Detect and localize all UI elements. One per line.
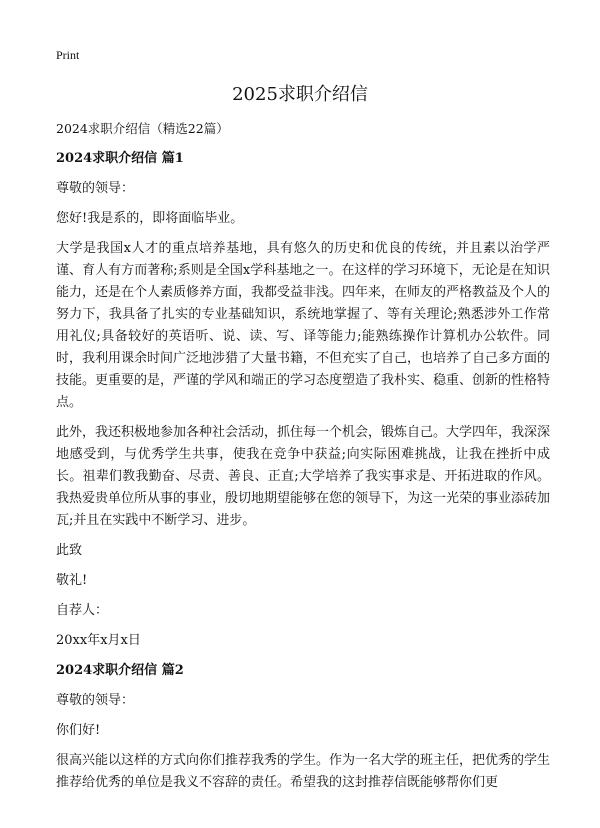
signature-line: 自荐人： [56,603,109,618]
print-label: Print [56,48,80,62]
salutation: 尊敬的领导： [56,693,135,708]
closing-line: 此致 [56,543,83,558]
body-paragraph: 大学是我国x人才的重点培养基地，具有悠久的历史和优良的传统，并且素以治学严谨、育人有方而著称;系则是全国x学科基地之一。在这样的学习环境下，无论是在知识能力，还是在个人素质修养方面，我都受益非浅。四年来，在师友的严格教益及个人的努力下，我具备了扎实的专业基础知识，系统地掌握了、等有关理论;熟悉涉外工作常用礼仪;具备较好的英语听、说、读、写、译等能力;能熟练操作计算机办公软件。同时，我利用课余时间广泛地涉猎了大量书籍，不但充实了自己，也培养了自己多方面的技能。更重要的是，严谨的学风和端正的学习态度塑造了我朴实、稳重、创新的性格特点。 [56,241,551,410]
document-title: 2025求职介绍信 [232,84,368,105]
salutation: 尊敬的领导： [56,181,135,196]
body-paragraph: 很高兴能以这样的方式向你们推荐我秀的学生。作为一名大学的班主任，把优秀的学生推荐给优秀的单位是我义不容辞的责任。希望我的这封推荐信既能够帮你们更 [56,753,551,790]
document-body [56,118,550,802]
section-1 [56,148,550,652]
section-heading: 2024求职介绍信 篇1 [56,151,184,166]
document-subtitle: 2024求职介绍信（精选22篇） [56,121,229,136]
greeting: 你们好! [56,723,101,738]
section-heading: 2024求职介绍信 篇2 [56,663,184,678]
greeting: 您好!我是系的，即将面临毕业。 [56,211,244,226]
date-line: 20xx年x月x日 [56,633,141,648]
section-2 [56,660,550,794]
body-paragraph: 此外，我还积极地参加各种社会活动，抓住每一个机会，锻炼自己。大学四年，我深深地感受到，与优秀学生共事，使我在竞争中获益;向实际困难挑战，让我在挫折中成长。祖辈们教我勤奋、尽责、善良、正直;大学培养了我实事求是、开拓进取的作风。我热爱贵单位所从事的事业，殷切地期望能够在您的领导下，为这一光荣的事业添砖加瓦;并且在实践中不断学习、进步。 [56,425,551,528]
closing-line: 敬礼! [56,573,88,588]
